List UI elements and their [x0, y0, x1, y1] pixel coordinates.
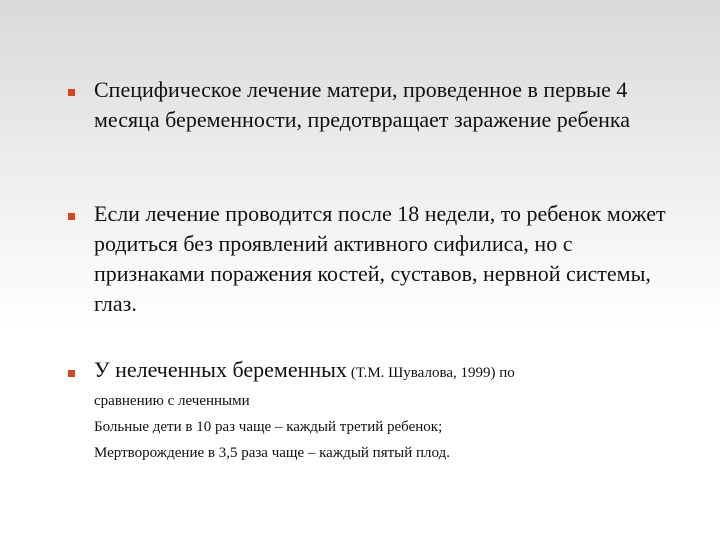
bullet-3-line-3: Больные дети в 10 раз чаще – каждый третий ребенок; [94, 419, 443, 435]
bullet-3-citation: (Т.М. Шувалова, 1999) по [350, 365, 515, 381]
bullet-3-line-2: сравнению с леченными [94, 393, 250, 409]
bullet-3-lead: У нелеченных беременных [94, 357, 347, 382]
bullet-3 [94, 355, 684, 466]
bullet-text-2: Если лечение проводится после 18 недели, то ребенок может родиться без проявлений активного сифилиса, но с признаками поражения костей, суставов, нервной системы, глаз. [94, 201, 666, 316]
bullet-marker-3 [68, 370, 75, 377]
bullet-marker-1 [68, 89, 75, 96]
bullet-marker-2 [68, 213, 75, 220]
bullet-3-line-4: Мертворождение в 3,5 раза чаще – каждый пятый плод. [94, 445, 450, 461]
bullet-text-1: Специфическое лечение матери, проведенное в первые 4 месяца беременности, предотвращает заражение ребенка [94, 77, 631, 132]
